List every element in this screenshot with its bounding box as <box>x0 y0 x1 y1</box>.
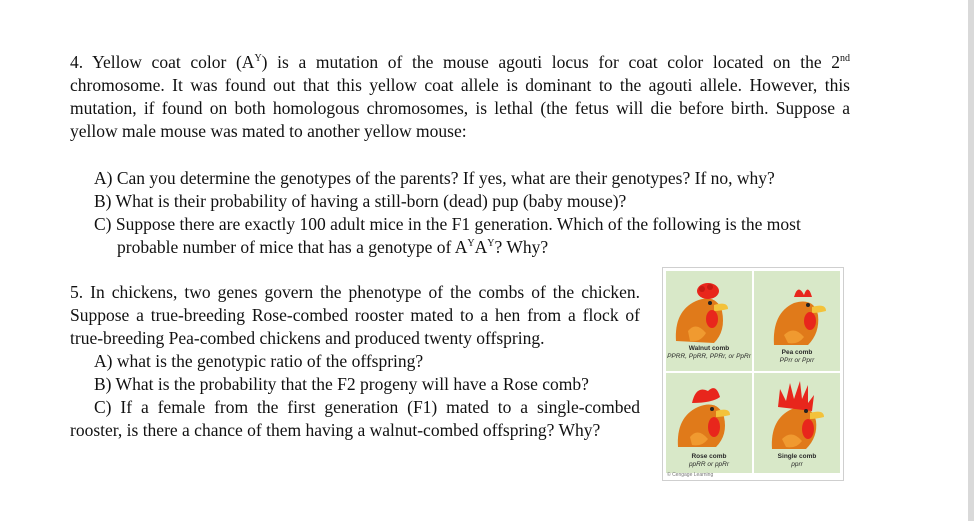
q5-line-3: true-breeding Pea-combed chickens and produced twenty offspring. <box>70 328 545 348</box>
pea-comb-caption <box>754 349 840 364</box>
q5-line-2: Suppose a true-breeding Rose-combed rooster mated to a hen from a flock of <box>70 305 640 325</box>
q4-line-4: yellow male mouse was mated to another yellow mouse: <box>70 121 467 141</box>
walnut-comb-genotypes: PPRR, PpRR, PPRr, or PpRr <box>667 352 751 360</box>
figure-credit: © Cengage Learning <box>667 472 714 478</box>
q4-line-3: mutation, if found on both homologous chromosomes, is lethal (the fetus will die before birth. Suppose a <box>70 98 850 118</box>
comb-types-figure <box>662 267 844 481</box>
q5-option-b: B) What is the probability that the F2 progeny will have a Rose comb? <box>94 374 589 394</box>
walnut-comb-label: Walnut comb <box>688 345 730 352</box>
q4-option-c: C) Suppose there are exactly 100 adult mice in the F1 generation. Which of the following is the most <box>94 214 801 234</box>
q5-option-c-continued: rooster, is there a chance of them having a walnut-combed offspring? Why? <box>70 420 601 440</box>
rose-comb-label: Rose comb <box>691 453 727 460</box>
single-comb-genotypes: pprr <box>791 460 803 468</box>
rose-comb-caption <box>666 453 752 468</box>
q4-option-a: A) Can you determine the genotypes of the parents? If yes, what are their genotypes? If no, why? <box>94 168 775 188</box>
walnut-comb-panel <box>666 271 752 371</box>
q4-option-b: B) What is their probability of having a still-born (dead) pup (baby mouse)? <box>94 191 627 211</box>
q5-option-c: C) If a female from the first generation (F1) mated to a single-combed <box>94 397 640 417</box>
pea-comb-genotypes: PPrr or Pprr <box>779 356 815 364</box>
single-comb-panel <box>754 373 840 473</box>
q5-line-1: 5. In chickens, two genes govern the phenotype of the combs of the chicken. <box>70 282 640 302</box>
pea-comb-label: Pea comb <box>781 349 813 356</box>
question-4-options <box>94 167 874 259</box>
rose-comb-panel <box>666 373 752 473</box>
walnut-comb-caption <box>666 345 752 360</box>
rose-comb-genotypes: ppRR or ppRr <box>688 460 730 468</box>
question-5-paragraph <box>70 281 640 442</box>
q4-option-c-continued: probable number of mice that has a genotype of $A^YA^Y$? Why? <box>117 237 549 257</box>
single-comb-caption <box>754 453 840 468</box>
window-scrollbar[interactable] <box>968 0 974 521</box>
single-comb-label: Single comb <box>777 453 817 460</box>
q4-line-2: chromosome. It was found out that this yellow coat allele is dominant to the agouti allele. However, this <box>70 75 850 95</box>
pea-comb-panel <box>754 271 840 371</box>
q5-option-a: A) what is the genotypic ratio of the offspring? <box>94 351 424 371</box>
question-4-paragraph <box>70 51 850 143</box>
q4-line-1: 4. Yellow coat color $(A^Y)$ is a mutation of the mouse agouti locus for coat color located on the 2nd <box>70 52 850 72</box>
